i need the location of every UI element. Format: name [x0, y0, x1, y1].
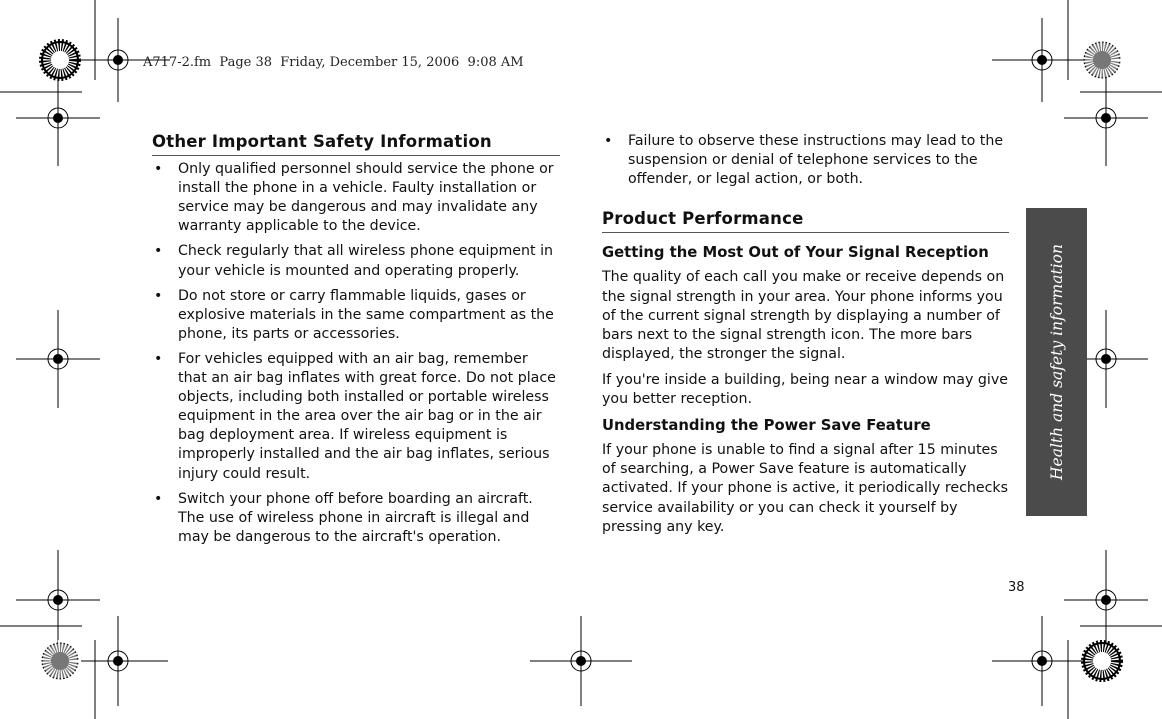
list-item: • Only qualified personnel should service the phone or install the phone in a vehicle. Faulty installation or service may be dangerous and may invalidate any warranty applicable to the device. [152, 160, 560, 236]
print-slug: A717-2.fm Page 38 Friday, December 15, 2006 9:08 AM [143, 55, 524, 70]
paragraph: The quality of each call you make or receive depends on the signal strength in your area. Your phone informs you of the current signal strength by displaying a number of bars next to the signal strength icon. The more bars displayed, the stronger the signal. [602, 269, 1005, 362]
list-item: • For vehicles equipped with an air bag, remember that an air bag inflates with great force. Do not place objects, including both installed or portable wireless equipment in the area over the air bag or in the air bag deployment area. If wireless equipment is improperly installed and the air bag inflates, serious injury could result. [152, 350, 560, 484]
list-item: • Failure to observe these instructions may lead to the suspension or denial of telephone services to the offender, or legal action, or both. [602, 132, 1009, 189]
paragraph: If you're inside a building, being near a window may give you better reception. [602, 371, 1008, 408]
left-column [152, 132, 560, 553]
list-item: • Switch your phone off before boarding an aircraft. The use of wireless phone in aircraft is illegal and may be dangerous to the aircraft's operation. [152, 490, 560, 547]
section-heading-performance: Product Performance [602, 209, 1009, 233]
subheading-power-save: Understanding the Power Save Feature [602, 417, 931, 435]
list-item: • Do not store or carry flammable liquids, gases or explosive materials in the same compartment as the phone, its parts or accessories. [152, 287, 560, 344]
side-tab-label: Health and safety information [1047, 244, 1066, 480]
subheading-signal: Getting the Most Out of Your Signal Reception [602, 244, 989, 262]
paragraph: If your phone is unable to find a signal after 15 minutes of searching, a Power Save feature is automatically activated. If your phone is active, it periodically rechecks service availability or you can check it yourself by pressing any key. [602, 442, 1009, 535]
page-number: 38 [1008, 580, 1025, 595]
safety-bullet-list [152, 160, 560, 547]
list-item: • Check regularly that all wireless phone equipment in your vehicle is mounted and operating properly. [152, 242, 560, 280]
chapter-side-tab [1026, 208, 1087, 516]
section-heading-safety: Other Important Safety Information [152, 132, 560, 156]
continued-bullet-list [602, 132, 1009, 189]
right-column [602, 132, 1009, 544]
